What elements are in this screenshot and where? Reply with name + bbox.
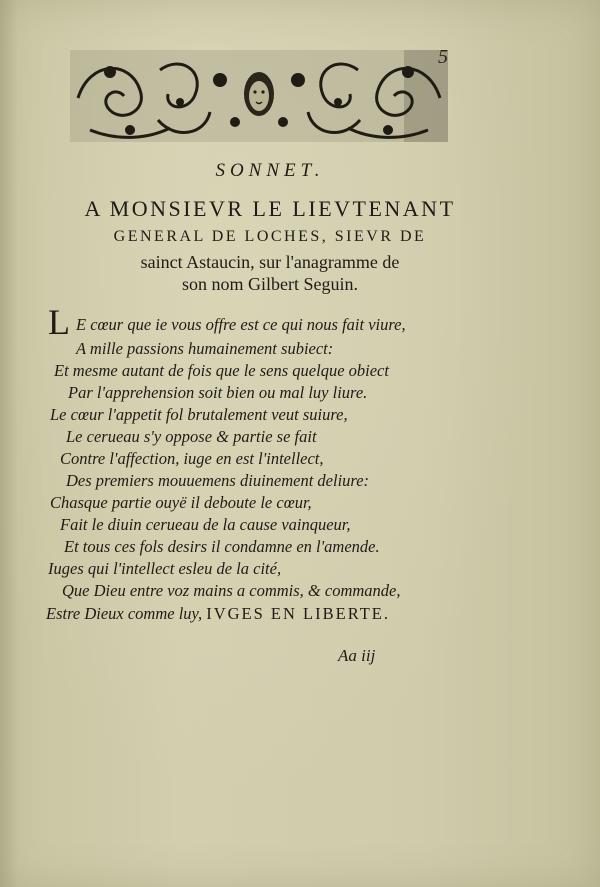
verse-line-14-caps: IVGES EN LIBERTE. — [206, 604, 390, 623]
signature-mark: Aa iij — [338, 646, 376, 665]
headpiece-ornament-icon — [70, 50, 448, 148]
verse-line-14 — [46, 604, 390, 624]
dedication-title-line-3: sainct Astaucin, sur l'anagramme de — [140, 252, 400, 272]
verse-line-7: Contre l'affection, iuge en est l'intellect, — [60, 449, 324, 468]
dedication-title-line-4: son nom Gilbert Seguin. — [182, 274, 358, 294]
dedication-title-line-1: A MONSIEVR LE LIEVTENANT — [84, 196, 456, 221]
verse-line-8: Des premiers mouuemens diuinement deliure: — [66, 471, 370, 490]
verse-line-12: Iuges qui l'intellect esleu de la cité, — [48, 559, 282, 578]
verse-line-11: Et tous ces fols desirs il condamne en l'amende. — [64, 537, 380, 556]
dedication-title-line-2: GENERAL DE LOCHES, SIEVR DE — [113, 228, 427, 245]
verse-line-10: Fait le diuin cerueau de la cause vainqueur, — [60, 515, 351, 534]
verse-line-5: Le cœur l'appetit fol brutalement veut suiure, — [50, 405, 348, 424]
verse-line-9: Chasque partie ouyë il deboute le cœur, — [50, 493, 312, 512]
verse-line-2: A mille passions humainement subiect: — [76, 339, 334, 358]
verse-line-13: Que Dieu entre voz mains a commis, & commande, — [62, 581, 401, 600]
page-number: 5 — [438, 46, 448, 68]
sonnet-heading: SONNET. — [215, 160, 325, 181]
verse-line-1: E cœur que ie vous offre est ce qui nous fait viure, — [76, 315, 406, 334]
verse-line-4: Par l'apprehension soit bien ou mal luy liure. — [68, 383, 368, 402]
drop-capital: L — [48, 302, 70, 342]
page-gutter — [0, 0, 18, 887]
verse-line-6: Le cerueau s'y oppose & partie se fait — [66, 427, 317, 446]
verse-line-3: Et mesme autant de fois que le sens quelque obiect — [54, 361, 389, 380]
verse-line-14-italic: Estre Dieux comme luy, — [46, 604, 203, 623]
